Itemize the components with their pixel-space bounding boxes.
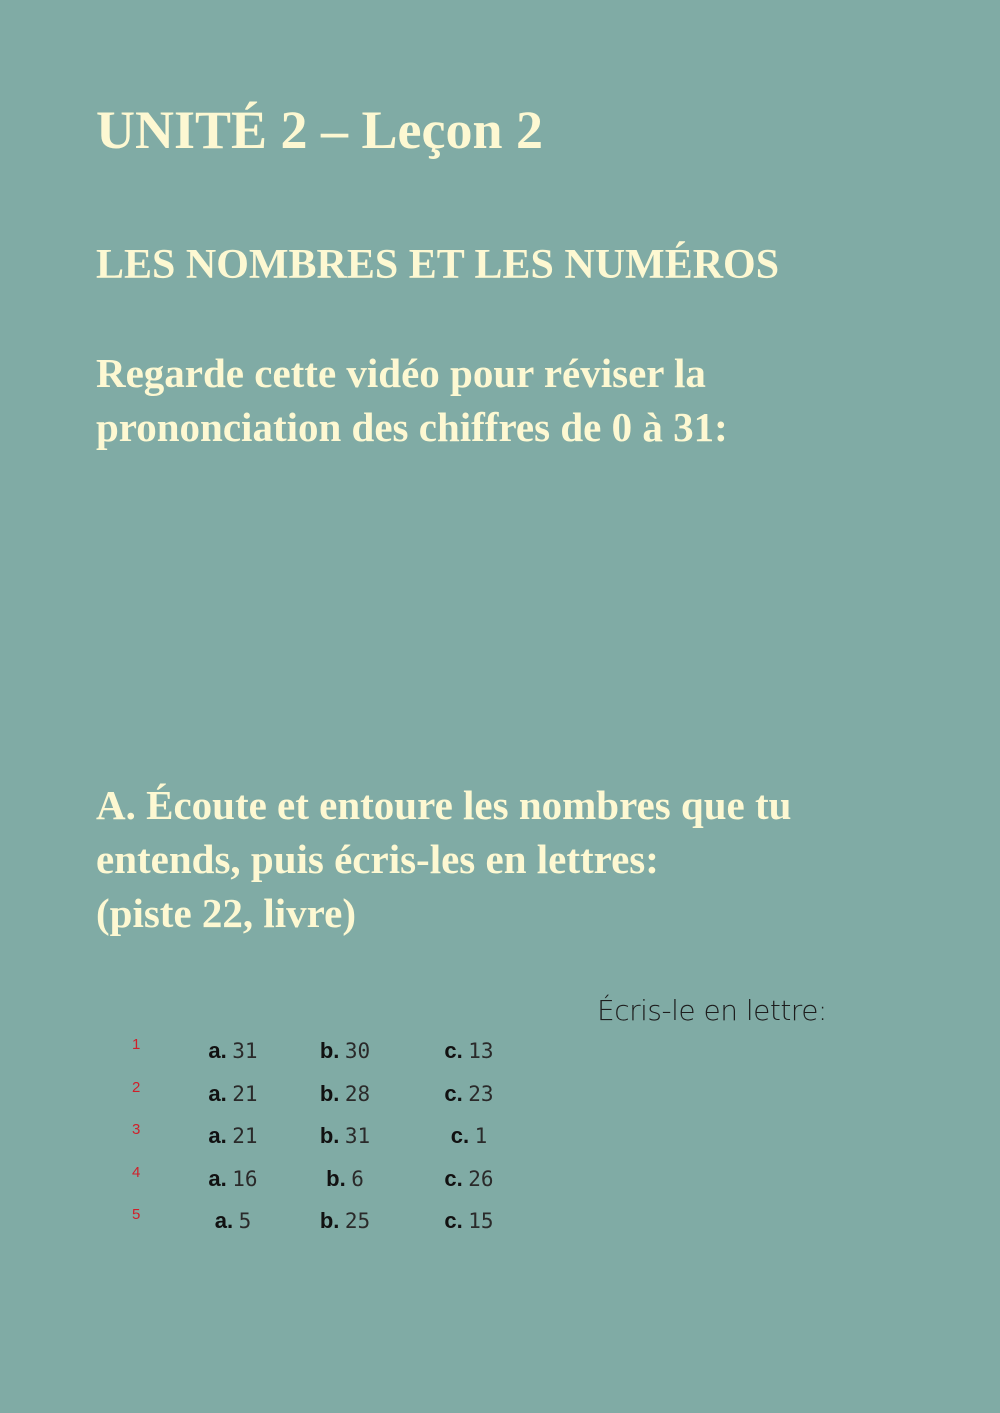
option-b[interactable] xyxy=(300,1166,390,1192)
option-letter: c. xyxy=(444,1080,463,1106)
option-value: 31 xyxy=(344,1124,371,1148)
option-letter: c. xyxy=(444,1038,463,1063)
option-row-3 xyxy=(118,1113,538,1156)
option-value: 13 xyxy=(468,1039,494,1063)
option-a[interactable] xyxy=(188,1208,278,1234)
exercise-instruction-line-2: entends, puis écris-les en lettres: xyxy=(96,836,659,882)
option-value: 16 xyxy=(232,1166,258,1191)
exercise-instruction xyxy=(96,778,976,940)
option-c[interactable] xyxy=(424,1166,514,1192)
option-letter: b. xyxy=(319,1080,340,1106)
option-row-1 xyxy=(118,1028,538,1071)
option-letter: a. xyxy=(208,1038,227,1063)
row-number: 5 xyxy=(132,1206,141,1223)
option-value: 25 xyxy=(344,1209,371,1233)
option-value: 23 xyxy=(468,1081,494,1106)
option-letter: c. xyxy=(444,1208,463,1233)
option-value: 21 xyxy=(232,1081,258,1106)
row-number: 3 xyxy=(132,1121,141,1138)
row-number: 4 xyxy=(132,1163,141,1181)
option-row-4 xyxy=(118,1156,538,1199)
option-b[interactable] xyxy=(300,1208,390,1234)
section-subtitle: LES NOMBRES ET LES NUMÉROS xyxy=(96,242,780,288)
option-value: 28 xyxy=(344,1081,371,1106)
option-a[interactable] xyxy=(188,1038,278,1064)
option-a[interactable] xyxy=(188,1166,278,1192)
option-value: 31 xyxy=(232,1039,258,1063)
option-value: 15 xyxy=(468,1209,494,1233)
option-letter: c. xyxy=(450,1123,470,1148)
option-c[interactable] xyxy=(424,1123,514,1149)
video-instruction-line-1: Regarde cette vidéo pour réviser la xyxy=(96,350,706,396)
option-b[interactable] xyxy=(300,1123,390,1149)
option-value: 1 xyxy=(474,1124,488,1148)
row-number: 1 xyxy=(132,1036,141,1053)
option-row-2 xyxy=(118,1071,538,1114)
option-letter: a. xyxy=(208,1165,227,1191)
option-b[interactable] xyxy=(300,1038,390,1064)
video-instruction-line-2: prononciation des chiffres de 0 à 31: xyxy=(96,404,728,450)
option-c[interactable] xyxy=(424,1038,514,1064)
option-letter: c. xyxy=(444,1165,463,1191)
option-b[interactable] xyxy=(300,1081,390,1107)
exercise-instruction-line-3: (piste 22, livre) xyxy=(96,890,356,936)
option-value: 6 xyxy=(351,1166,364,1191)
option-value: 26 xyxy=(468,1166,494,1191)
option-letter: b. xyxy=(326,1165,346,1191)
video-instruction xyxy=(96,346,956,454)
option-letter: b. xyxy=(319,1208,340,1233)
write-in-letters-label: Écris-le en lettre: xyxy=(597,994,827,1027)
row-number: 2 xyxy=(132,1078,141,1096)
option-value: 5 xyxy=(238,1209,252,1233)
option-value: 21 xyxy=(232,1124,258,1148)
option-row-5 xyxy=(118,1198,538,1241)
exercise-instruction-line-1: A. Écoute et entoure les nombres que tu xyxy=(96,782,792,828)
option-c[interactable] xyxy=(424,1208,514,1234)
option-a[interactable] xyxy=(188,1123,278,1149)
option-a[interactable] xyxy=(188,1081,278,1107)
option-letter: a. xyxy=(214,1208,234,1233)
option-value: 30 xyxy=(344,1039,371,1063)
option-letter: a. xyxy=(208,1123,227,1148)
option-letter: b. xyxy=(319,1038,340,1063)
option-letter: b. xyxy=(319,1123,340,1148)
page-title: UNITÉ 2 – Leçon 2 xyxy=(96,100,544,160)
answer-options-table xyxy=(118,1028,538,1241)
option-c[interactable] xyxy=(424,1081,514,1107)
option-letter: a. xyxy=(208,1080,227,1106)
